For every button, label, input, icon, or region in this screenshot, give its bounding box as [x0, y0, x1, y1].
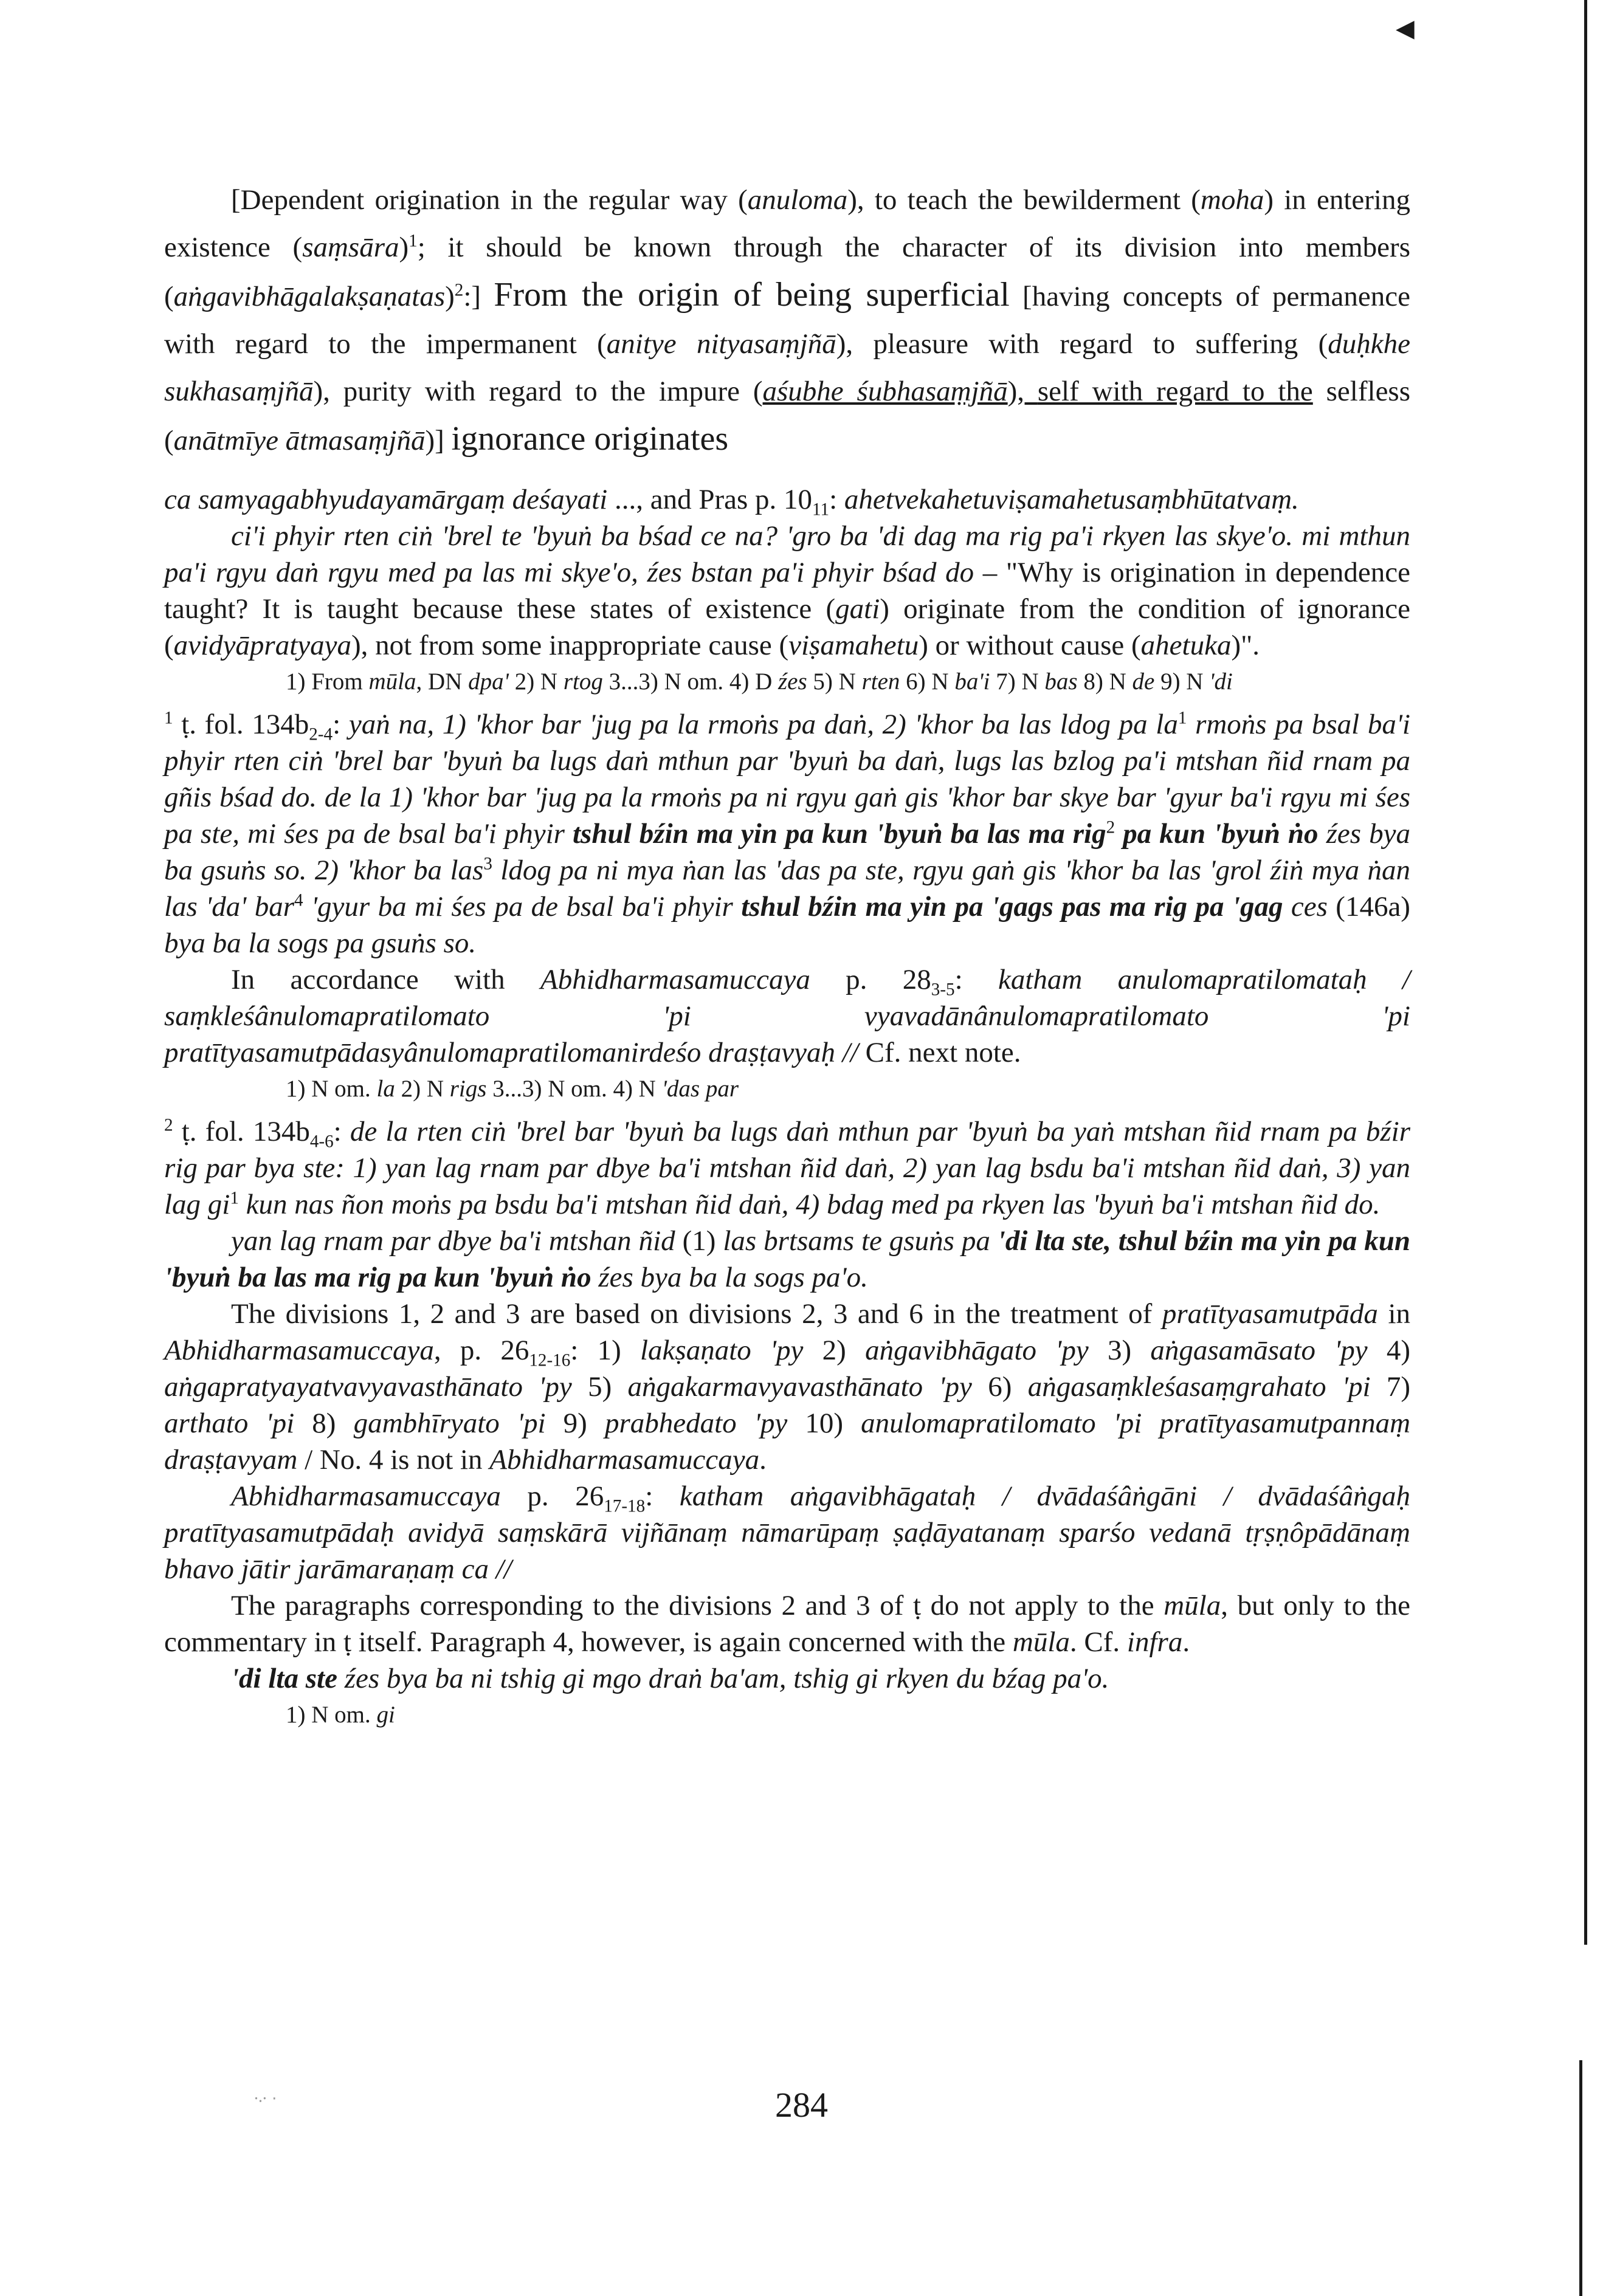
footnote-ref: 1	[409, 231, 418, 251]
footnote-paragraph: 'di lta ste źes bya ba ni tshig gi mgo draṅ ba'am, tshig gi rkyen du bźag pa'o.	[231, 1663, 1109, 1694]
footnotes	[164, 481, 1410, 1733]
page-edge-line	[1584, 0, 1587, 1945]
footnote-paragraph: yan lag rnam par dbye ba'i mtshan ñid (1) las brtsams te gsuṅs pa 'di lta ste, tshul bźin ma yin pa kun 'byuṅ ba las ma rig pa kun 'byuṅ ṅo źes bya ba la sogs pa'o.	[164, 1225, 1411, 1293]
page-number: 284	[775, 2085, 828, 2125]
footnote-paragraph: In accordance with Abhidharmasamuccaya p. $28_{3-5}$: katham anulomapratilomataḥ / saṃkleśânulomapratilomato 'pi vyavadānânulomapratilomato 'pi pratītyasamutpādasyânulomapratilomanirdeśo draṣṭavyaḥ // Cf. next note.	[164, 964, 1411, 1068]
variant-readings: 1) N om. gi	[286, 1702, 395, 1728]
scan-smudge: ⸱⸳⸱ ·	[254, 2090, 277, 2108]
main-paragraph: [Dependent origination in the regular way (anuloma), to teach the bewilderment (moha) in entering existence (saṃsāra)$^1$; it should be known through the character of its division into members (aṅgavibhāgalakṣaṇatas)$^2$:] From the origin of being superficial [having concepts of permanence with regard to the impermanent (anitye nityasaṃjñā), pleasure with regard to suffering (duḥkhe sukhasaṃjñā), purity with regard to the impure (aśubhe śubhasaṃjñā), self with regard to the selfless (anātmīye ātmasaṃjñā)] ignorance originates	[164, 184, 1411, 458]
footnote-paragraph: ci'i phyir rten ciṅ 'brel te 'byuṅ ba bśad ce na? 'gro ba 'di dag ma rig pa'i rkyen las skye'o. mi mthun pa'i rgyu daṅ rgyu med pa las mi skye'o, źes bstan pa'i phyir bśad do – "Why is origination in dependence taught? It is taught because these states of existence (gati) originate from the condition of ignorance (avidyāpratyaya), not from some inappropriate cause (viṣamahetu) or without cause (ahetuka)".	[164, 520, 1411, 661]
footnote-continuation: ca samyagabhyudayamārgaṃ deśayati ..., and Pras p. $10_{11}$: ahetvekahetuviṣamahetusaṃbhūtatvaṃ.	[164, 484, 1299, 520]
verse-text: ignorance originates	[451, 420, 729, 458]
footnote-paragraph: The paragraphs corresponding to the divisions 2 and 3 of ṭ do not apply to the mūla, but only to the commentary in ṭ itself. Paragraph 4, however, is again concerned with the mūla. Cf. infra.	[164, 1590, 1410, 1658]
footnote-ref: 2	[454, 280, 464, 300]
variant-readings: 1) N om. la 2) N rigs 3...3) N om. 4) N 'das par	[286, 1076, 739, 1102]
main-text	[164, 176, 1410, 464]
footnote-paragraph: The divisions 1, 2 and 3 are based on divisions 2, 3 and 6 in the treatment of pratītyasamutpāda in Abhidharmasamuccaya, p. $26_{12-16}$: 1) lakṣaṇato 'py 2) aṅgavibhāgato 'py 3) aṅgasamāsato 'py 4) aṅgapratyayatvavyavasthānato 'py 5) aṅgakarmavyavasthānato 'py 6) aṅgasaṃkleśasaṃgrahato 'pi 7) arthato 'pi 8) gambhīryato 'pi 9) prabhedato 'py 10) anulomapratilomato 'pi pratītyasamutpannaṃ draṣṭavyam / No. 4 is not in Abhidharmasamuccaya.	[164, 1298, 1411, 1476]
corner-mark: ◀	[1396, 15, 1415, 43]
verse-text: From the origin of being superficial	[494, 276, 1010, 314]
footnote-2: $^2$ ṭ. fol. $134b_{4-6}$: de la rten ciṅ 'brel bar 'byuṅ ba lugs daṅ mthun par 'byuṅ ba yaṅ mtshan ñid rnam pa bźir rig par bya ste: 1) yan lag rnam par dbye ba'i mtshan ñid daṅ, 2) yan lag bsdu ba'i mtshan ñid daṅ, 3) yan lag $gi^1$ kun nas ñon moṅs pa bsdu ba'i mtshan ñid daṅ, 4) bdag med pa rkyen las 'byuṅ ba'i mtshan ñid do.	[164, 1115, 1410, 1220]
variant-readings: 1) From mūla, DN dpa' 2) N rtog 3...3) N om. 4) D źes 5) N rten 6) N ba'i 7) N bas 8) N de 9) N 'di	[286, 669, 1233, 695]
footnote-paragraph: Abhidharmasamuccaya p. $26_{17-18}$: katham aṅgavibhāgataḥ / dvādaśâṅgāni / dvādaśâṅgaḥ pratītyasamutpādaḥ avidyā saṃskārā vijñānaṃ nāmarūpaṃ ṣaḍāyatanaṃ sparśo vedanā tṛṣṇôpādānaṃ bhavo jātir jarāmaraṇaṃ ca //	[164, 1480, 1411, 1585]
footnote-1: $^1$ ṭ. fol. $134b_{2-4}$: yaṅ na, 1) 'khor bar 'jug pa la rmoṅs pa daṅ, 2) 'khor ba las ldog pa $la^1$ rmoṅs pa bsal ba'i phyir rten ciṅ 'brel bar 'byuṅ ba lugs daṅ mthun par 'byuṅ ba daṅ, lugs las bzlog pa'i mtshan ñid rnam pa gñis bśad do. de la 1) 'khor bar 'jug pa la rmoṅs pa ni rgyu gaṅ gis 'khor bar skye bar 'gyur ba'i rgyu mi śes pa ste, mi śes pa de bsal ba'i phyir tshul bźin ma yin pa kun 'byuṅ ba las ma rig$^2$ pa kun 'byuṅ ṅo źes bya ba gsuṅs so. 2) 'khor ba las$^3$ ldog pa ni mya ṅan las 'das pa ste, rgyu gaṅ gis 'khor ba las 'grol źiṅ mya ṅan las 'da' bar$^4$ 'gyur ba mi śes pa de bsal ba'i phyir tshul bźin ma yin pa 'gags pas ma rig pa 'gag ces (146a) bya ba la sogs pa gsuṅs so.	[164, 708, 1410, 959]
